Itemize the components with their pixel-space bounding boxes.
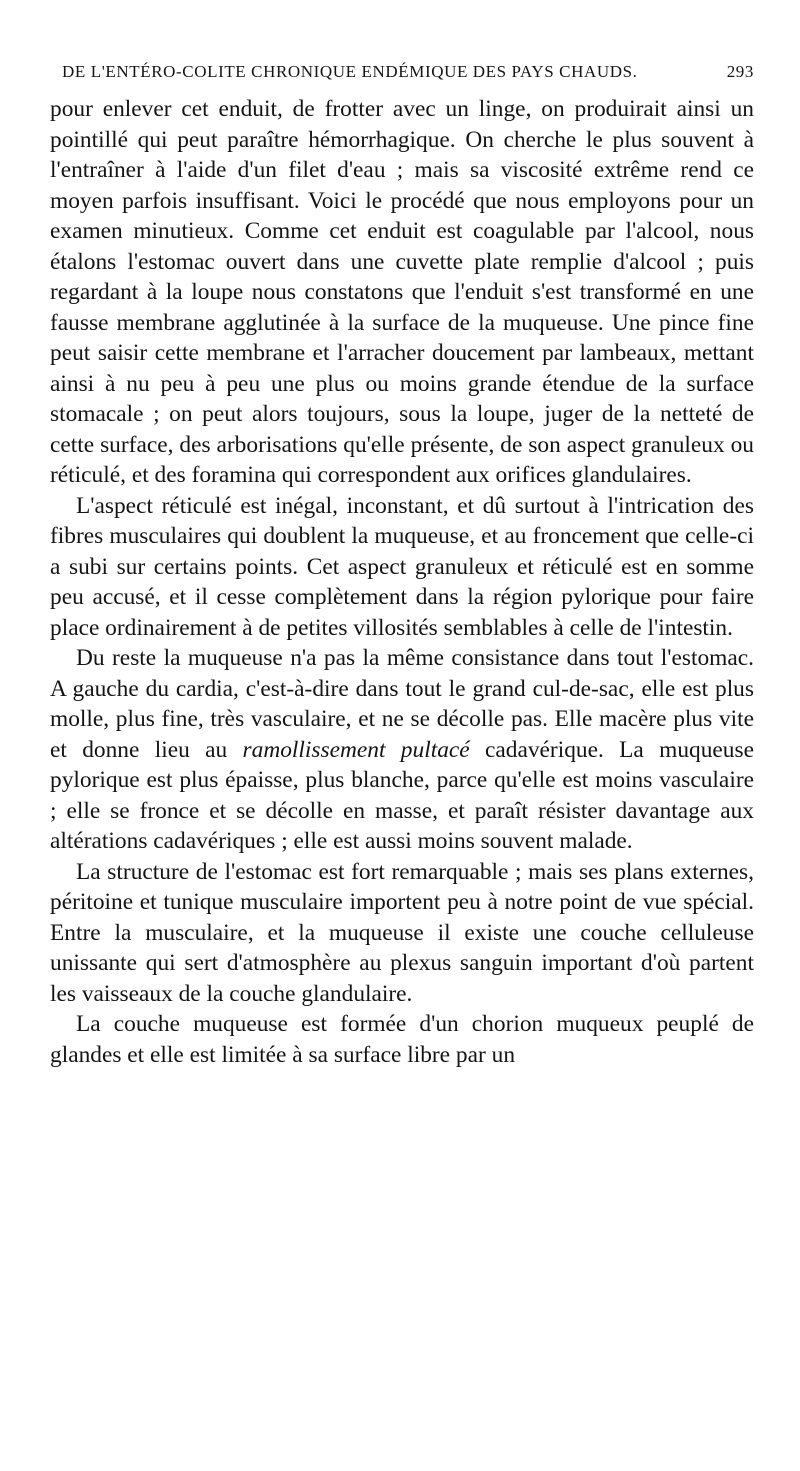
- paragraph-continuation: pour enlever cet enduit, de frotter avec un linge, on produirait ainsi un pointillé qui peut paraître hémorrhagique. On cherche le plus souvent à l'entraîner à l'aide d'un filet d'eau ; mais sa viscosité extrême rend ce moyen parfois insuffisant. Voici le procédé que nous employons pour un examen minutieux. Comme cet enduit est coagulable par l'alcool, nous étalons l'estomac ouvert dans une cuvette plate remplie d'alcool ; puis regardant à la loupe nous constatons que l'enduit s'est transformé en une fausse membrane agglutinée à la surface de la muqueuse. Une pince fine peut saisir cette membrane et l'arracher doucement par lambeaux, mettant ainsi à nu peu à peu une plus ou moins grande étendue de la surface stomacale ; on peut alors toujours, sous la loupe, juger de la netteté de cette surface, des arborisations qu'elle présente, de son aspect granuleux ou réticulé, et des foramina qui correspondent aux orifices glandulaires.: [50, 96, 754, 488]
- paragraph-text-before-italic: Du reste la muqueuse n'a pas la même consistance dans tout l'estomac. A gauche du cardia, c'est-à-dire dans tout le grand cul-de-sac, elle est plus molle, plus fine, très vasculaire, et ne se décolle pas. Elle macère plus vite et donne lieu au: [50, 645, 754, 763]
- paragraph-aspect-reticule: L'aspect réticulé est inégal, inconstant, et dû surtout à l'intrication des fibres musculaires qui doublent la muqueuse, et au froncement que celle-ci a subi sur certains points. Cet aspect granuleux et réticulé est en somme peu accusé, et il cesse complètement dans la région pylorique pour faire place ordinairement à de petites villosités semblables à celle de l'intestin.: [50, 492, 754, 641]
- running-title: DE L'ENTÉRO-COLITE CHRONIQUE ENDÉMIQUE DES PAYS CHAUDS.: [62, 62, 638, 81]
- running-header: [50, 62, 754, 92]
- page-number: 293: [726, 62, 754, 81]
- paragraph-structure-estomac: La structure de l'estomac est fort remarquable ; mais ses plans externes, péritoine et tunique musculaire importent peu à notre point de vue spécial. Entre la musculaire, et la muqueuse il existe une couche celluleuse unissante qui sert d'atmosphère au plexus sanguin important d'où partent les vaisseaux de la couche glandulaire.: [50, 858, 754, 1007]
- paragraph-consistance-muqueuse: [50, 643, 754, 857]
- paragraph-couche-muqueuse: La couche muqueuse est formée d'un chorion muqueux peuplé de glandes et elle est limitée à sa surface libre par un: [50, 1011, 754, 1068]
- book-page: [50, 62, 754, 1070]
- italic-term: ramollissement pultacé: [242, 736, 470, 763]
- paragraph-text-after-italic: cadavérique. La muqueuse pylorique est plus épaisse, plus blanche, parce qu'elle est moins vasculaire ; elle se fronce et se décolle en masse, et paraît résister davantage aux altérations cadavériques ; elle est aussi moins souvent malade.: [50, 736, 754, 854]
- body-text: [50, 94, 754, 1070]
